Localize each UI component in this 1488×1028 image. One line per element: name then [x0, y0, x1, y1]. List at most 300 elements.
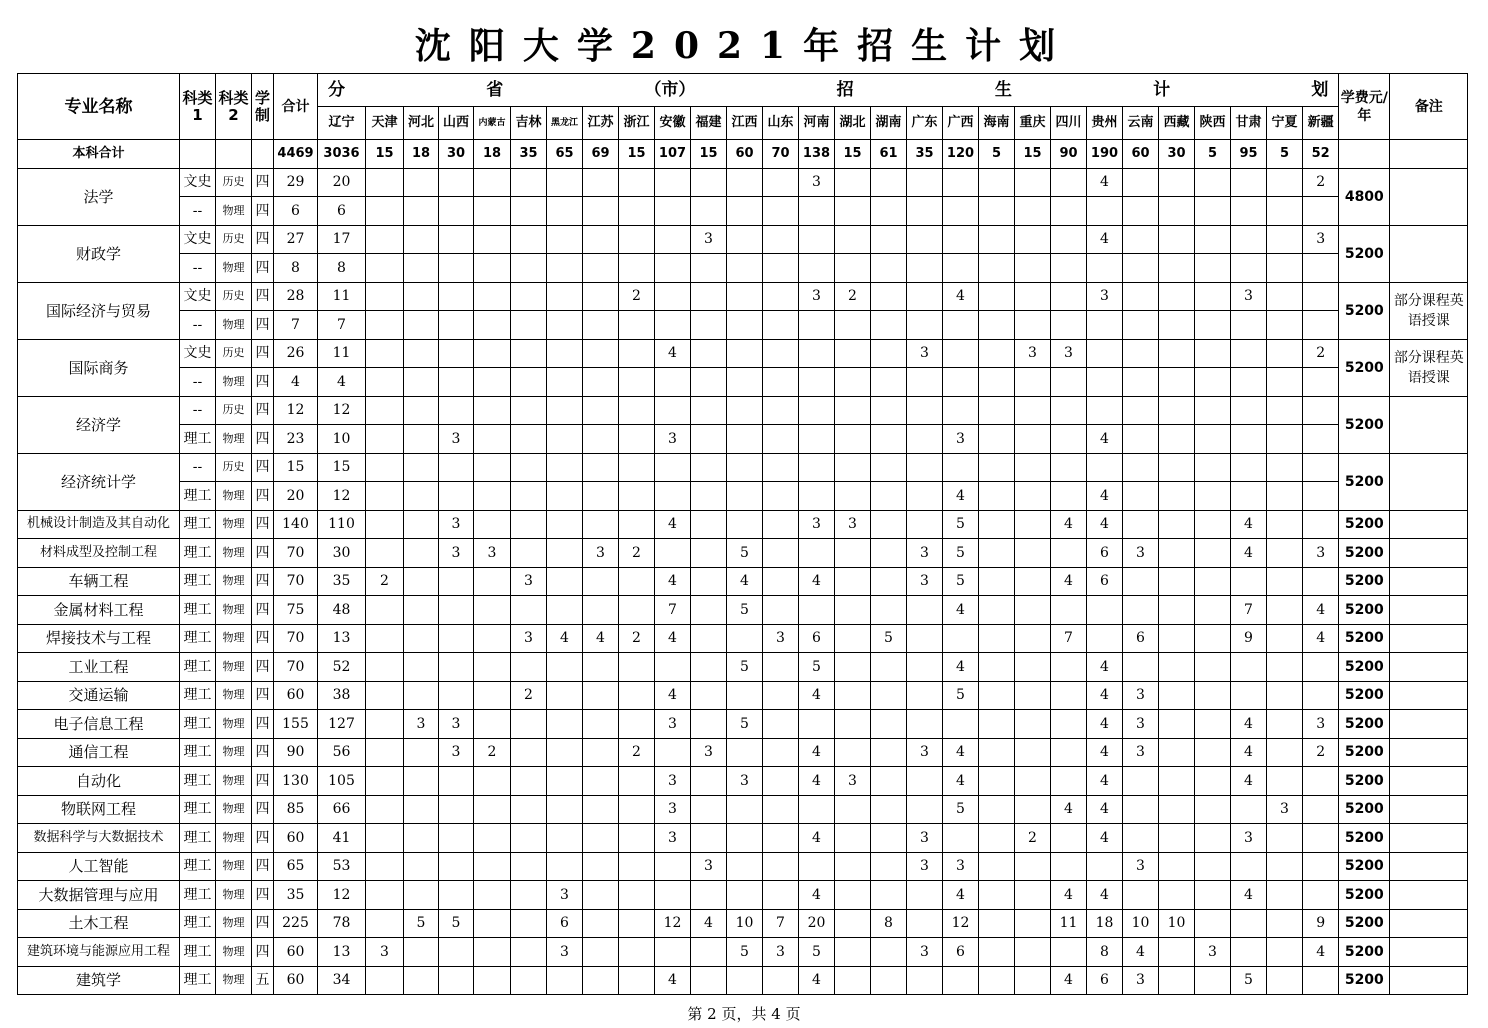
summary-province-value: 70	[763, 140, 799, 169]
province-value: 12	[318, 881, 366, 910]
province-value: 7	[655, 596, 691, 625]
summary-province-value: 30	[439, 140, 474, 169]
province-value	[1303, 653, 1339, 682]
summary-province-value: 15	[835, 140, 871, 169]
duration: 四	[252, 539, 274, 568]
province-value	[1159, 482, 1195, 511]
province-value	[474, 453, 511, 482]
province-value	[404, 653, 439, 682]
province-value	[619, 852, 655, 881]
province-value	[1051, 368, 1087, 397]
province-value	[1159, 938, 1195, 967]
province-value	[763, 425, 799, 454]
province-value	[1015, 710, 1051, 739]
province-value	[871, 938, 907, 967]
row-total: 60	[274, 824, 318, 853]
province-value	[1015, 767, 1051, 796]
major-name: 国际经济与贸易	[18, 282, 180, 339]
province-value	[691, 482, 727, 511]
province-value	[727, 225, 763, 254]
province-value	[1231, 453, 1267, 482]
province-value	[547, 653, 583, 682]
category-2: 物理	[216, 197, 252, 226]
major-name: 建筑学	[18, 966, 180, 995]
summary-province-value: 61	[871, 140, 907, 169]
province-value	[943, 254, 979, 283]
province-value	[763, 453, 799, 482]
province-value: 5	[727, 653, 763, 682]
province-value	[979, 881, 1015, 910]
province-value: 4	[943, 596, 979, 625]
province-value: 10	[727, 909, 763, 938]
summary-province-value: 65	[547, 140, 583, 169]
table-row	[18, 567, 1468, 596]
province-value: 3	[1231, 824, 1267, 853]
province-value	[1051, 168, 1087, 197]
province-value	[907, 510, 943, 539]
province-value: 3	[799, 510, 835, 539]
row-total: 23	[274, 425, 318, 454]
row-total: 70	[274, 567, 318, 596]
province-value	[691, 710, 727, 739]
row-total: 8	[274, 254, 318, 283]
province-value	[1159, 254, 1195, 283]
province-value	[619, 339, 655, 368]
province-value	[474, 881, 511, 910]
header-province: 福建	[691, 107, 727, 140]
province-value: 8	[318, 254, 366, 283]
province-group-char: 划	[1311, 80, 1329, 100]
province-value: 2	[366, 567, 404, 596]
province-value	[366, 368, 404, 397]
table-row	[18, 168, 1468, 197]
province-value	[583, 653, 619, 682]
province-value	[907, 197, 943, 226]
province-value	[979, 482, 1015, 511]
province-value	[1231, 852, 1267, 881]
province-value: 3	[943, 425, 979, 454]
province-value	[1015, 311, 1051, 340]
province-value	[619, 425, 655, 454]
province-value: 4	[1303, 624, 1339, 653]
province-value	[1159, 881, 1195, 910]
province-value: 4	[1087, 795, 1123, 824]
table-row	[18, 368, 1468, 397]
header-province: 湖南	[871, 107, 907, 140]
table-row	[18, 197, 1468, 226]
category-1: --	[180, 311, 216, 340]
row-total: 20	[274, 482, 318, 511]
province-value	[763, 966, 799, 995]
province-value: 3	[1123, 710, 1159, 739]
row-total: 12	[274, 396, 318, 425]
province-value	[511, 368, 547, 397]
province-value	[1123, 453, 1159, 482]
province-value	[619, 311, 655, 340]
province-value	[583, 681, 619, 710]
table-row	[18, 225, 1468, 254]
province-value	[799, 539, 835, 568]
header-duration: 学制	[252, 74, 274, 140]
province-value	[1231, 425, 1267, 454]
province-value	[1195, 738, 1231, 767]
province-value	[835, 795, 871, 824]
province-value: 15	[318, 453, 366, 482]
province-value	[366, 681, 404, 710]
province-value: 4	[799, 567, 835, 596]
tuition-fee: 5200	[1339, 653, 1390, 682]
province-value: 4	[1087, 425, 1123, 454]
province-value	[547, 282, 583, 311]
province-value: 6	[547, 909, 583, 938]
province-value	[1267, 339, 1303, 368]
category-2: 物理	[216, 539, 252, 568]
province-value: 3	[763, 624, 799, 653]
province-value	[404, 453, 439, 482]
summary-province-value: 18	[404, 140, 439, 169]
province-value	[1159, 339, 1195, 368]
province-value	[1051, 710, 1087, 739]
province-value	[763, 767, 799, 796]
province-value	[1159, 368, 1195, 397]
duration: 四	[252, 197, 274, 226]
province-value	[1195, 254, 1231, 283]
province-value	[655, 852, 691, 881]
province-value	[691, 311, 727, 340]
province-value	[366, 197, 404, 226]
province-value	[871, 282, 907, 311]
province-value	[1195, 282, 1231, 311]
header-province: 江西	[727, 107, 763, 140]
category-1: --	[180, 254, 216, 283]
summary-province-value: 35	[511, 140, 547, 169]
province-value	[763, 368, 799, 397]
table-row	[18, 938, 1468, 967]
province-value	[1267, 624, 1303, 653]
province-value	[727, 396, 763, 425]
province-value	[1015, 425, 1051, 454]
province-value	[474, 909, 511, 938]
province-value	[871, 539, 907, 568]
province-value	[1159, 225, 1195, 254]
province-value	[691, 567, 727, 596]
province-value	[1051, 425, 1087, 454]
province-value	[619, 453, 655, 482]
province-value	[366, 624, 404, 653]
province-value	[366, 710, 404, 739]
province-value	[547, 966, 583, 995]
table-row	[18, 909, 1468, 938]
remark	[1390, 852, 1468, 881]
province-value	[404, 254, 439, 283]
province-value: 4	[1087, 881, 1123, 910]
province-value	[1159, 852, 1195, 881]
province-value	[763, 881, 799, 910]
province-value	[1015, 539, 1051, 568]
province-value	[655, 539, 691, 568]
province-value	[1159, 282, 1195, 311]
tuition-fee: 5200	[1339, 681, 1390, 710]
province-value	[1303, 881, 1339, 910]
province-value	[979, 311, 1015, 340]
province-value	[547, 767, 583, 796]
province-value	[1303, 197, 1339, 226]
province-value: 5	[943, 681, 979, 710]
province-value	[655, 653, 691, 682]
province-value: 3	[511, 624, 547, 653]
province-value	[439, 168, 474, 197]
table-row	[18, 881, 1468, 910]
duration: 四	[252, 881, 274, 910]
province-value	[1195, 510, 1231, 539]
province-value: 5	[943, 795, 979, 824]
province-value	[583, 710, 619, 739]
province-value	[1267, 225, 1303, 254]
province-value	[1195, 795, 1231, 824]
province-value	[1015, 282, 1051, 311]
province-value	[404, 767, 439, 796]
major-name: 土木工程	[18, 909, 180, 938]
province-value	[439, 396, 474, 425]
province-value	[727, 482, 763, 511]
province-value	[1015, 909, 1051, 938]
remark	[1390, 453, 1468, 510]
header-province: 湖北	[835, 107, 871, 140]
province-value	[1267, 311, 1303, 340]
province-value	[907, 767, 943, 796]
province-value	[871, 368, 907, 397]
province-value: 34	[318, 966, 366, 995]
header-province: 吉林	[511, 107, 547, 140]
province-value	[871, 396, 907, 425]
province-value	[943, 624, 979, 653]
summary-province-value: 95	[1231, 140, 1267, 169]
province-value	[439, 254, 474, 283]
header-province: 河南	[799, 107, 835, 140]
province-value: 3	[835, 510, 871, 539]
province-value	[1303, 510, 1339, 539]
header-cat2: 科类2	[216, 74, 252, 140]
province-value	[511, 225, 547, 254]
province-value	[655, 482, 691, 511]
remark	[1390, 539, 1468, 568]
province-value	[547, 795, 583, 824]
province-value: 4	[691, 909, 727, 938]
province-value: 3	[366, 938, 404, 967]
province-value	[907, 425, 943, 454]
province-value: 4	[547, 624, 583, 653]
tuition-fee: 5200	[1339, 396, 1390, 453]
province-value	[547, 311, 583, 340]
province-value	[727, 966, 763, 995]
province-value: 6	[799, 624, 835, 653]
province-value	[439, 966, 474, 995]
tuition-fee: 5200	[1339, 596, 1390, 625]
province-value	[871, 482, 907, 511]
province-value	[1087, 396, 1123, 425]
province-value	[835, 596, 871, 625]
header-province: 山西	[439, 107, 474, 140]
duration: 四	[252, 795, 274, 824]
category-1: 理工	[180, 710, 216, 739]
province-value	[583, 197, 619, 226]
row-total: 60	[274, 938, 318, 967]
province-value	[763, 282, 799, 311]
major-name: 经济统计学	[18, 453, 180, 510]
province-value	[1303, 966, 1339, 995]
province-value	[943, 225, 979, 254]
province-value: 4	[1303, 596, 1339, 625]
province-value	[547, 681, 583, 710]
province-value	[619, 881, 655, 910]
province-value: 5	[871, 624, 907, 653]
province-value: 4	[1231, 710, 1267, 739]
province-value	[366, 510, 404, 539]
header-province: 天津	[366, 107, 404, 140]
province-value	[691, 282, 727, 311]
province-value	[835, 653, 871, 682]
major-name: 大数据管理与应用	[18, 881, 180, 910]
province-value: 4	[1087, 225, 1123, 254]
province-value	[871, 339, 907, 368]
row-total: 65	[274, 852, 318, 881]
province-value	[799, 311, 835, 340]
province-value: 3	[691, 225, 727, 254]
remark	[1390, 396, 1468, 453]
province-value: 8	[1087, 938, 1123, 967]
province-value	[979, 824, 1015, 853]
province-value	[835, 197, 871, 226]
summary-empty	[252, 140, 274, 169]
province-value	[1015, 795, 1051, 824]
province-value: 2	[835, 282, 871, 311]
province-value	[366, 824, 404, 853]
province-value	[1267, 738, 1303, 767]
table-row	[18, 710, 1468, 739]
province-value	[619, 254, 655, 283]
province-value	[511, 197, 547, 226]
header-province: 内蒙古	[474, 107, 511, 140]
province-value	[871, 510, 907, 539]
summary-province-value: 107	[655, 140, 691, 169]
province-value	[1303, 852, 1339, 881]
province-value	[871, 254, 907, 283]
province-group-char: 计	[1153, 80, 1171, 100]
province-value	[979, 738, 1015, 767]
remark	[1390, 824, 1468, 853]
province-value	[655, 168, 691, 197]
province-value: 4	[943, 881, 979, 910]
province-value	[474, 681, 511, 710]
province-value	[691, 168, 727, 197]
province-value	[1051, 738, 1087, 767]
province-value: 3	[655, 795, 691, 824]
province-value	[871, 653, 907, 682]
province-value	[1267, 710, 1303, 739]
category-2: 物理	[216, 368, 252, 397]
summary-province-value: 15	[1015, 140, 1051, 169]
province-value: 4	[1087, 681, 1123, 710]
province-value	[907, 881, 943, 910]
province-value	[1123, 254, 1159, 283]
province-value	[907, 482, 943, 511]
province-value	[474, 225, 511, 254]
province-value	[799, 453, 835, 482]
province-value	[1195, 909, 1231, 938]
province-value	[1015, 596, 1051, 625]
table-row	[18, 624, 1468, 653]
province-value	[474, 795, 511, 824]
header-province: 江苏	[583, 107, 619, 140]
province-value	[1159, 197, 1195, 226]
province-value: 3	[655, 710, 691, 739]
category-1: 文史	[180, 168, 216, 197]
province-value	[691, 881, 727, 910]
province-value	[1267, 596, 1303, 625]
category-1: 理工	[180, 624, 216, 653]
category-2: 物理	[216, 909, 252, 938]
province-value: 4	[1123, 938, 1159, 967]
province-value: 3	[943, 852, 979, 881]
province-value	[1123, 767, 1159, 796]
province-value	[979, 653, 1015, 682]
province-value: 4	[655, 681, 691, 710]
province-value	[474, 339, 511, 368]
province-value	[1159, 168, 1195, 197]
province-value	[979, 767, 1015, 796]
header-province: 云南	[1123, 107, 1159, 140]
province-value	[1123, 425, 1159, 454]
province-value	[1087, 624, 1123, 653]
province-value: 13	[318, 938, 366, 967]
row-total: 70	[274, 539, 318, 568]
province-value	[979, 425, 1015, 454]
province-value: 7	[1051, 624, 1087, 653]
header-province: 四川	[1051, 107, 1087, 140]
category-2: 物理	[216, 567, 252, 596]
category-1: --	[180, 453, 216, 482]
category-1: 文史	[180, 339, 216, 368]
province-value: 127	[318, 710, 366, 739]
province-value	[511, 596, 547, 625]
province-value	[835, 225, 871, 254]
province-value	[979, 510, 1015, 539]
province-value	[907, 453, 943, 482]
province-value: 2	[511, 681, 547, 710]
province-value	[1195, 197, 1231, 226]
row-total: 140	[274, 510, 318, 539]
province-value	[943, 311, 979, 340]
province-value	[366, 881, 404, 910]
province-value	[691, 795, 727, 824]
row-total: 26	[274, 339, 318, 368]
province-group-char: （市）	[644, 80, 696, 100]
province-value	[1231, 168, 1267, 197]
province-value	[547, 710, 583, 739]
province-value	[619, 510, 655, 539]
province-value	[907, 710, 943, 739]
province-value	[1267, 881, 1303, 910]
province-value	[1123, 482, 1159, 511]
remark	[1390, 225, 1468, 282]
province-value: 3	[1123, 738, 1159, 767]
province-value	[943, 710, 979, 739]
province-value	[404, 282, 439, 311]
province-value	[1051, 482, 1087, 511]
province-value	[871, 767, 907, 796]
summary-province-value: 18	[474, 140, 511, 169]
province-value	[763, 311, 799, 340]
